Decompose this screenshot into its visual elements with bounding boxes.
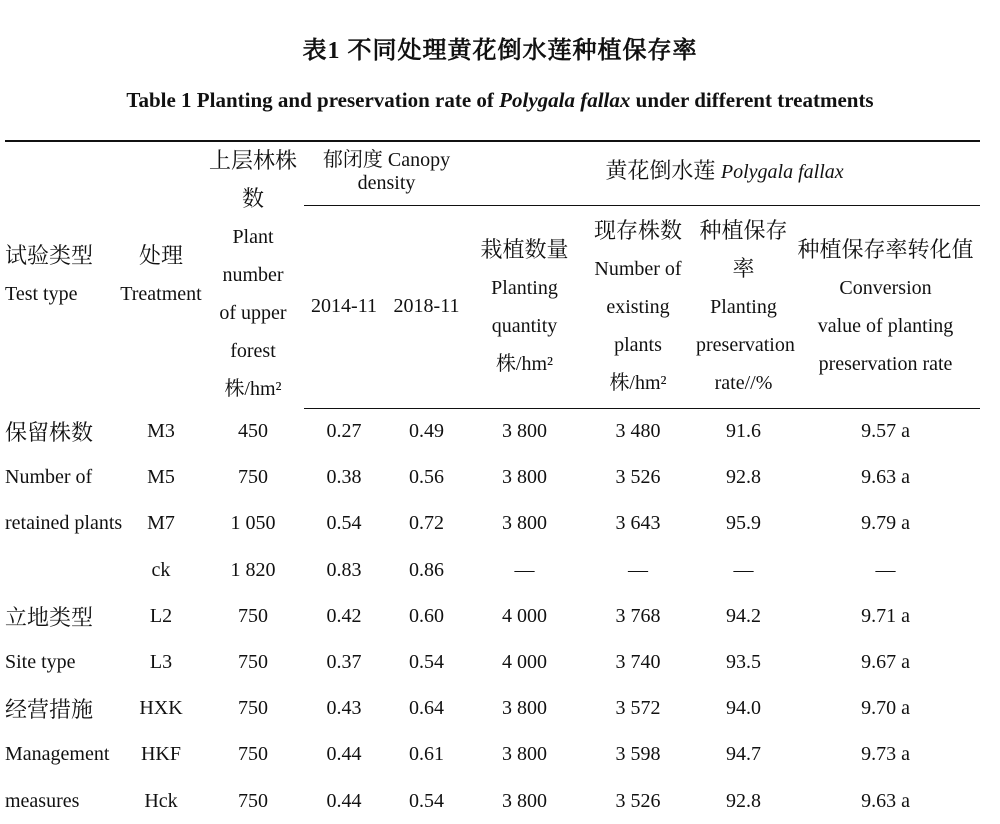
cell-conversion: 9.67 a: [861, 651, 910, 674]
cell-canopy-2018: 0.72: [409, 512, 444, 535]
cell-test-type: 经营措施: [5, 697, 94, 723]
header-canopy-density: 郁闭度 Canopy density: [304, 141, 469, 205]
cell-canopy-2018: 0.86: [409, 558, 444, 581]
table-row: [5, 547, 980, 593]
cell-treatment: M3: [147, 419, 175, 442]
cell-planting: 3 800: [502, 512, 547, 535]
table-row: [5, 686, 980, 732]
header-upper-unit: 株/hm²: [224, 378, 282, 400]
cell-rate: 93.5: [726, 651, 761, 674]
cell-canopy-2018: 0.54: [409, 651, 444, 674]
header-rate-en1: Planting: [710, 295, 777, 318]
cell-canopy-2014: 0.44: [326, 789, 362, 812]
table-row: [5, 455, 980, 501]
cell-upper: 750: [238, 789, 268, 812]
header-treatment-cn: 处理: [138, 243, 183, 268]
cell-canopy-2018: 0.61: [409, 743, 444, 766]
cell-planting: 3 800: [502, 743, 547, 766]
cell-test-type: 保留株数: [5, 419, 94, 445]
header-planting-quantity: [469, 205, 580, 408]
cell-planting: —: [514, 558, 535, 581]
cell-test-type: Management: [5, 743, 110, 766]
cell-conversion: 9.71 a: [861, 604, 910, 627]
table-row: [5, 408, 980, 455]
header-polygala-species: Polygala fallax: [720, 160, 844, 183]
cell-canopy-2014: 0.27: [326, 420, 362, 443]
cell-canopy-2014: 0.44: [326, 743, 362, 766]
header-existing-en2: existing plants: [606, 295, 670, 356]
cell-planting: 3 800: [502, 466, 547, 489]
cell-treatment: HXK: [139, 697, 183, 720]
cell-conversion: 9.57 a: [861, 420, 910, 443]
cell-treatment: L2: [149, 604, 173, 627]
cell-canopy-2018: 0.49: [409, 420, 444, 443]
cell-upper: 750: [238, 743, 268, 766]
cell-conversion: 9.63 a: [861, 466, 910, 489]
cell-test-type: Site type: [5, 651, 76, 674]
cell-test-type: measures: [5, 789, 80, 812]
cell-test-type: [5, 547, 120, 593]
header-conv-en2: value of planting: [817, 314, 954, 337]
cell-rate: 91.6: [726, 420, 761, 443]
header-test-type-en: Test type: [5, 283, 78, 305]
header-planting-qty-en2: quantity: [491, 314, 558, 337]
cell-rate: 92.8: [726, 466, 761, 489]
header-planting-qty-unit: 株/hm²: [495, 352, 554, 375]
cell-existing: 3 526: [615, 789, 661, 812]
table-row: [5, 778, 980, 824]
header-upper-cn: 上层林株数: [208, 148, 297, 211]
cell-rate: —: [733, 558, 754, 581]
table-row: [5, 732, 980, 778]
table-title-en: [0, 88, 1000, 113]
header-upper-en3: forest: [230, 340, 276, 362]
header-conv-en1: Conversion: [839, 276, 932, 299]
cell-test-type: Number of: [5, 466, 93, 489]
header-conversion-value: [791, 205, 980, 408]
header-canopy-2014: 2014-11: [304, 205, 384, 408]
table-title-cn: 表1 不同处理黄花倒水莲种植保存率: [302, 38, 698, 64]
cell-canopy-2014: 0.43: [326, 697, 362, 720]
cell-existing: 3 598: [615, 743, 661, 766]
header-test-type: [5, 141, 120, 408]
header-polygala: [469, 141, 980, 205]
cell-canopy-2014: 0.37: [326, 651, 362, 674]
cell-conversion: —: [875, 558, 896, 581]
header-treatment-en: Treatment: [120, 283, 202, 305]
cell-rate: 92.8: [726, 789, 761, 812]
cell-upper: 1 050: [230, 512, 276, 535]
cell-planting: 4 000: [502, 604, 547, 627]
cell-canopy-2018: 0.56: [409, 466, 444, 489]
cell-conversion: 9.63 a: [861, 789, 910, 812]
cell-planting: 3 800: [502, 697, 547, 720]
cell-existing: —: [628, 558, 648, 581]
cell-planting: 3 800: [502, 789, 547, 812]
header-existing-en1: Number of: [594, 257, 682, 280]
header-conv-cn: 种植保存率转化值: [797, 236, 974, 262]
cell-canopy-2018: 0.54: [409, 789, 444, 812]
cell-planting: 4 000: [502, 651, 547, 674]
cell-test-type: retained plants: [5, 512, 123, 535]
cell-existing: 3 643: [615, 512, 661, 535]
cell-existing: 3 740: [615, 651, 661, 674]
header-rate-en3: rate//%: [714, 371, 773, 394]
cell-upper: 750: [238, 604, 268, 627]
cell-rate: 94.7: [726, 743, 761, 766]
cell-canopy-2014: 0.54: [326, 512, 362, 535]
header-rate-en2: preservation: [696, 333, 795, 356]
cell-treatment: ck: [151, 558, 171, 581]
cell-canopy-2018: 0.60: [409, 604, 444, 627]
cell-treatment: M5: [147, 466, 175, 489]
cell-conversion: 9.70 a: [861, 697, 910, 720]
title-en-species: Polygala fallax: [499, 88, 631, 112]
header-upper-en1: Plant number: [222, 226, 284, 286]
cell-treatment: M7: [147, 512, 175, 535]
cell-rate: 95.9: [726, 512, 761, 535]
header-conv-en3: preservation rate: [818, 352, 953, 375]
header-existing-cn: 现存株数: [593, 217, 682, 243]
cell-existing: 3 526: [615, 466, 661, 489]
cell-treatment: Hck: [144, 789, 178, 812]
cell-planting: 3 800: [502, 420, 547, 443]
header-treatment: [120, 141, 202, 408]
header-rate-cn: 种植保存率: [699, 217, 788, 281]
data-table: [5, 140, 980, 824]
table-row: [5, 501, 980, 547]
cell-treatment: L3: [149, 651, 173, 674]
header-planting-qty-cn: 栽植数量: [480, 236, 569, 262]
header-planting-qty-en1: Planting: [491, 276, 558, 299]
table-row: [5, 593, 980, 639]
cell-upper: 750: [238, 697, 268, 720]
header-existing-plants: [580, 205, 696, 408]
header-polygala-cn: 黄花倒水莲: [605, 157, 721, 183]
table-row: [5, 639, 980, 685]
cell-upper: 1 820: [230, 558, 276, 581]
title-en-prefix: Table 1 Planting and preservation rate of: [126, 88, 500, 112]
cell-canopy-2014: 0.42: [326, 604, 362, 627]
cell-test-type: 立地类型: [5, 604, 94, 630]
header-preservation-rate: [696, 205, 795, 408]
cell-upper: 450: [238, 419, 268, 442]
cell-canopy-2014: 0.38: [326, 466, 362, 489]
cell-upper: 750: [238, 466, 268, 489]
header-canopy-2018: 2018-11: [384, 205, 469, 408]
cell-rate: 94.2: [726, 604, 761, 627]
cell-treatment: HKF: [140, 743, 181, 766]
cell-conversion: 9.79 a: [861, 512, 910, 535]
header-existing-unit: 株/hm²: [609, 371, 667, 394]
cell-existing: 3 572: [615, 697, 661, 720]
header-test-type-cn: 试验类型: [5, 243, 94, 268]
cell-canopy-2014: 0.83: [326, 558, 362, 581]
cell-existing: 3 480: [615, 420, 661, 443]
header-upper-en2: of upper: [219, 302, 287, 324]
cell-conversion: 9.73 a: [861, 743, 910, 766]
cell-canopy-2018: 0.64: [409, 697, 444, 720]
title-en-suffix: under different treatments: [630, 88, 874, 112]
cell-upper: 750: [238, 651, 268, 674]
cell-rate: 94.0: [726, 697, 761, 720]
cell-existing: 3 768: [615, 604, 661, 627]
header-upper-forest: [202, 141, 304, 408]
